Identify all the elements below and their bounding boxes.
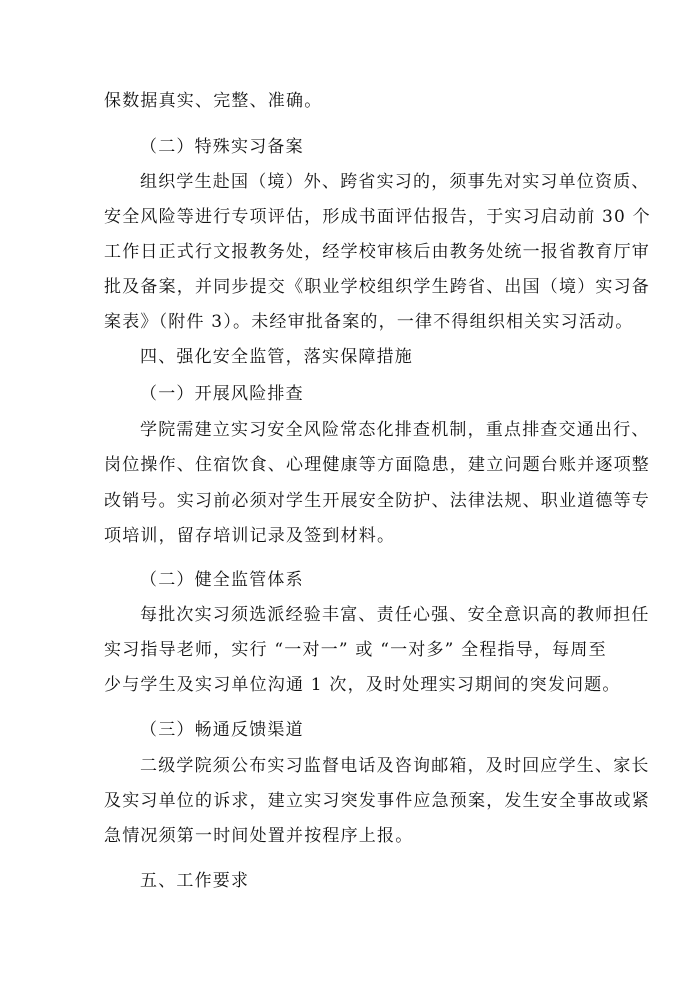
- paragraph-line: 项培训，留存培训记录及签到材料。: [104, 526, 396, 546]
- paragraph-line: 组织学生赴国（境）外、跨省实习的，须事先对实习单位资质、: [140, 172, 650, 192]
- paragraph-line: 批及备案，并同步提交《职业学校组织学生跨省、出国（境）实习备: [104, 277, 650, 297]
- section-heading: （二）特殊实习备案: [140, 137, 304, 157]
- paragraph-line: 工作日正式行文报教务处，经学校审核后由教务处统一报省教育厅审: [104, 242, 650, 262]
- paragraph-line: 急情况须第一时间处置并按程序上报。: [104, 826, 414, 846]
- section-heading: （一）开展风险排查: [140, 384, 304, 404]
- paragraph-line: 学院需建立实习安全风险常态化排查机制，重点排查交通出行、: [140, 420, 650, 440]
- chapter-heading: 四、强化安全监管，落实保障措施: [140, 347, 413, 367]
- paragraph-line: 每批次实习须选派经验丰富、责任心强、安全意识高的教师担任: [140, 605, 650, 625]
- paragraph-line: 保数据真实、完整、准确。: [104, 91, 323, 111]
- paragraph-line: 案表》（附件 3）。未经审批备案的，一律不得组织相关实习活动。: [104, 312, 634, 332]
- paragraph-line: 少与学生及实习单位沟通 1 次，及时处理实习期间的突发问题。: [104, 675, 621, 695]
- paragraph-line: 二级学院须公布实习监督电话及咨询邮箱，及时回应学生、家长: [140, 756, 650, 776]
- paragraph-line: 改销号。实习前必须对学生开展安全防护、法律法规、职业道德等专: [104, 491, 650, 511]
- chapter-heading: 五、工作要求: [140, 871, 250, 891]
- section-heading: （二）健全监管体系: [140, 570, 304, 590]
- paragraph-line: 实习指导老师，实行 “一对一” 或 “一对多” 全程指导，每周至: [104, 640, 607, 660]
- paragraph-line: 及实习单位的诉求，建立实习突发事件应急预案，发生安全事故或紧: [104, 791, 650, 811]
- paragraph-line: 岗位操作、住宿饮食、心理健康等方面隐患，建立问题台账并逐项整: [104, 455, 650, 475]
- section-heading: （三）畅通反馈渠道: [140, 720, 304, 740]
- paragraph-line: 安全风险等进行专项评估，形成书面评估报告，于实习启动前 30 个: [104, 207, 651, 227]
